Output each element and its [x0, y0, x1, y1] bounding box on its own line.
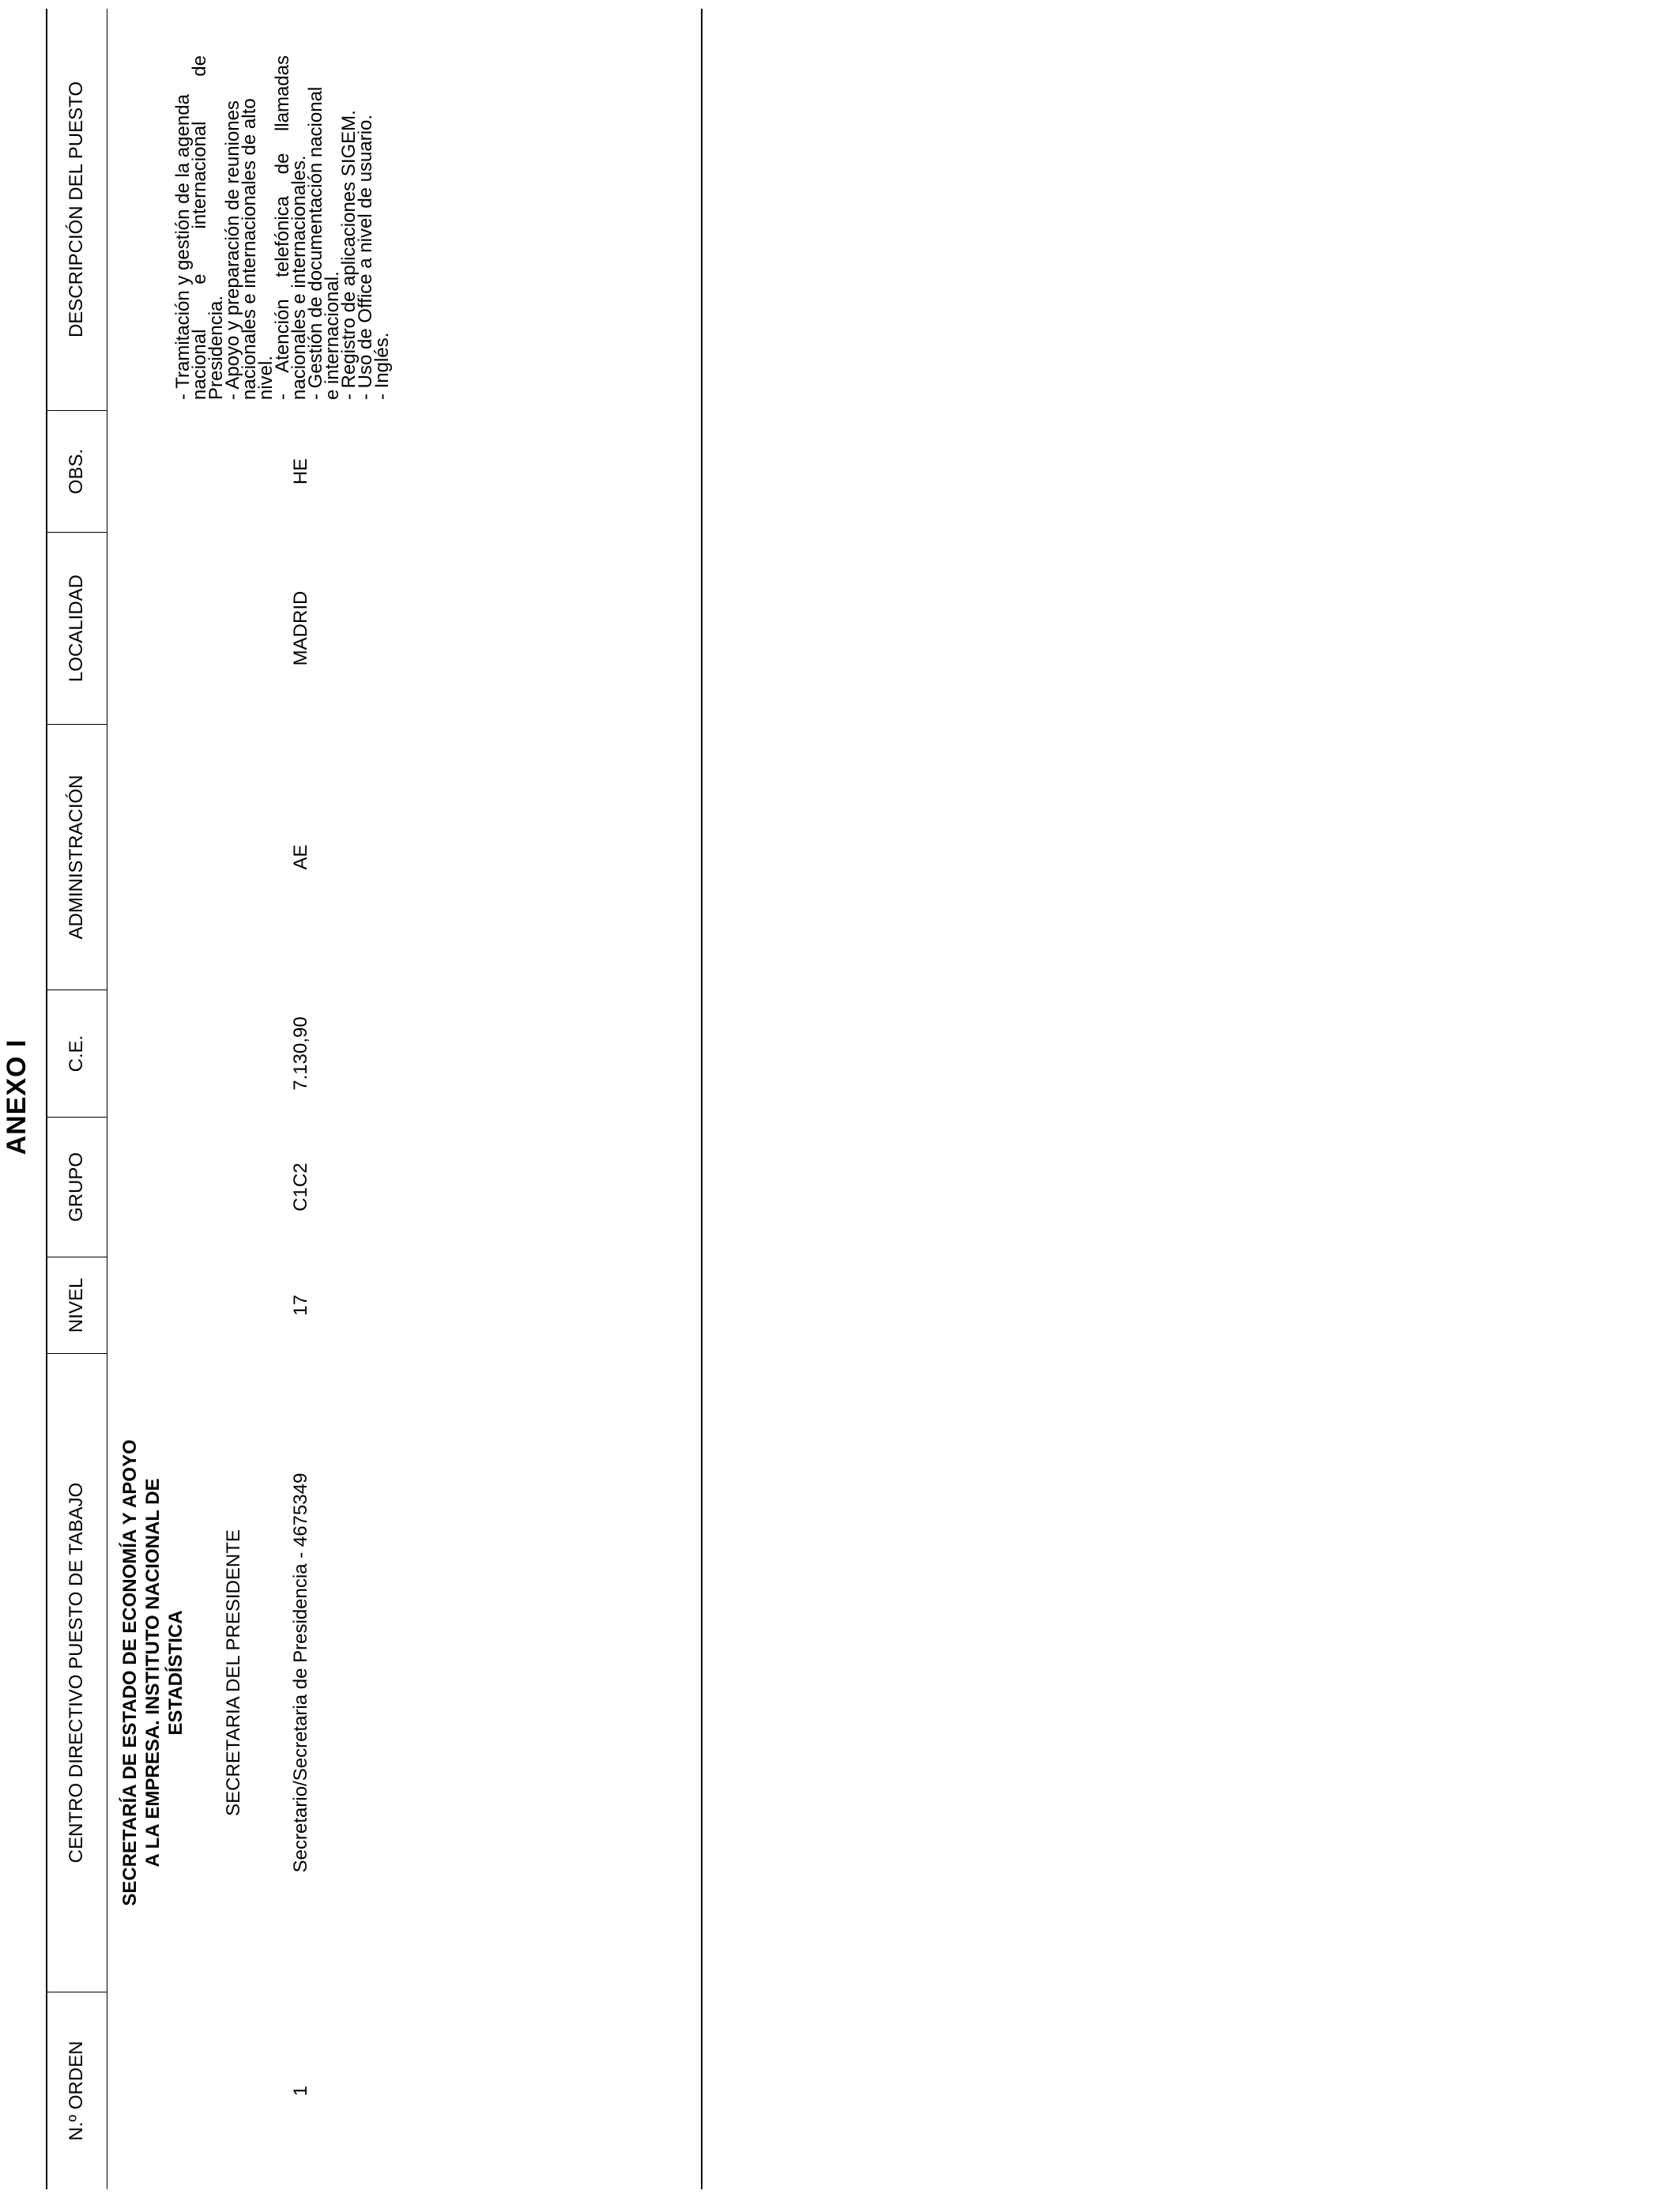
header-centro: CENTRO DIRECTIVO PUESTO DE TABAJO [65, 1482, 87, 1864]
row-descripcion [172, 55, 393, 400]
descripcion-line: - Tramitación y gestión de la agenda [172, 94, 194, 400]
header-localidad: LOCALIDAD [65, 574, 87, 683]
table-bottom-rule [701, 9, 703, 2189]
header-obs: OBS. [65, 448, 87, 495]
header-ce: C.E. [65, 1035, 87, 1072]
centro-directivo [119, 1354, 187, 1992]
descripcion-line: nacional e internacional de [189, 55, 210, 400]
header-orden: N.º ORDEN [65, 2041, 87, 2141]
centro-directivo-line: SECRETARÍA DE ESTADO DE ECONOMÍA Y APOYO [119, 1439, 141, 1906]
row-ce: 7.130,90 [290, 1016, 311, 1091]
header-descripcion: DESCRIPCIÓN DEL PUESTO [65, 81, 87, 338]
row-nivel: 17 [290, 1295, 311, 1316]
unidad-label: SECRETARIA DEL PRESIDENTE [223, 1529, 244, 1816]
descripcion-line: e internacional. [322, 271, 343, 400]
descripcion-line: - Apoyo y preparación de reuniones [222, 100, 243, 400]
descripcion-line: nacionales e internacionales. [288, 155, 310, 400]
descripcion-line: - Gestión de documentación nacional [305, 86, 326, 400]
centro-directivo-line: A LA EMPRESA. INSTITUTO NACIONAL DE [142, 1478, 164, 1868]
row-administracion: AE [290, 844, 311, 870]
descripcion-line: - Uso de Office a nivel de usuario. [355, 114, 376, 400]
descripcion-line: - Inglés. [371, 332, 393, 400]
descripcion-line: nacionales e internacionales de alto [239, 98, 260, 400]
descripcion-line: nivel. [255, 355, 277, 400]
header-nivel: NIVEL [65, 1277, 87, 1333]
row-puesto: Secretario/Secretaria de Presidencia - 4675349 [290, 1472, 311, 1873]
centro-directivo-line: ESTADÍSTICA [165, 1610, 186, 1736]
header-administracion: ADMINISTRACIÓN [65, 775, 87, 940]
header-grupo: GRUPO [65, 1152, 87, 1223]
row-obs: HE [290, 458, 311, 485]
positions-table [46, 9, 703, 2189]
descripcion-line: - Registro de aplicaciones SIGEM. [338, 110, 360, 400]
row-grupo: C1C2 [290, 1163, 311, 1212]
descripcion-line: - Atención telefónica de llamadas [272, 55, 293, 400]
row-orden: 1 [290, 2085, 311, 2097]
descripcion-line: Presidencia. [205, 295, 227, 400]
page-title: ANEXO I [2, 1039, 32, 1155]
row-localidad: MADRID [290, 590, 311, 666]
